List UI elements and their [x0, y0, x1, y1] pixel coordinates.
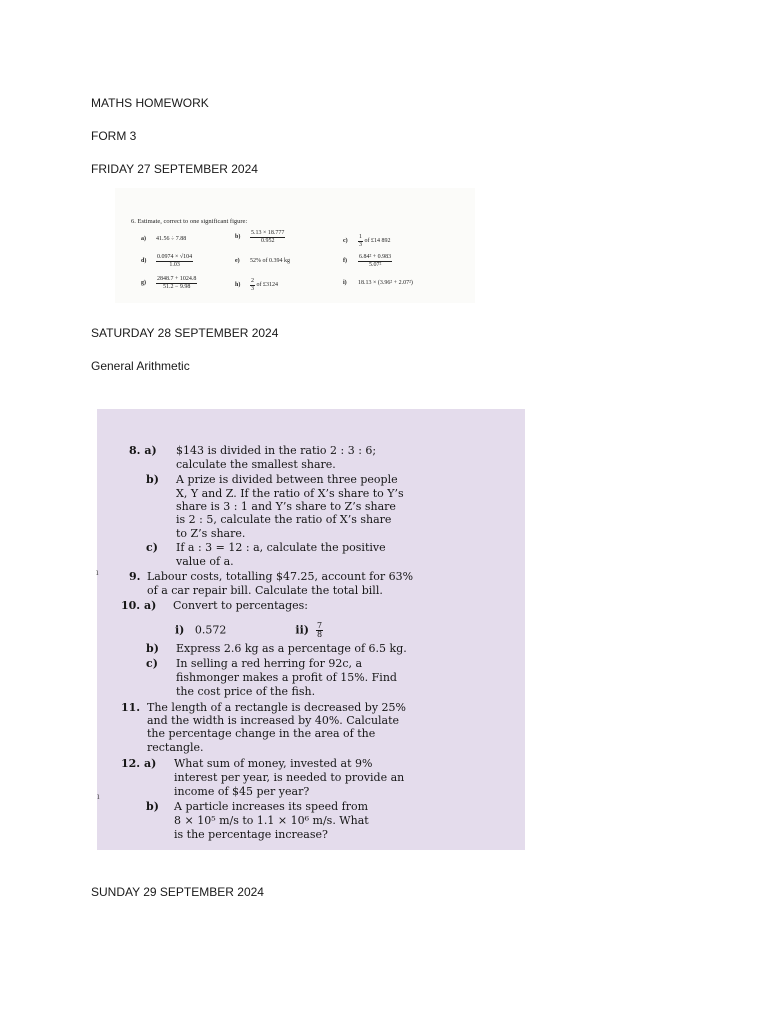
scan-mark: ı [96, 568, 99, 577]
question-number: b) [146, 800, 159, 813]
question-text-line: 8 × 10⁵ m/s to 1.1 × 10⁶ m/s. What [174, 814, 369, 827]
question-number: 9. [129, 570, 141, 583]
question-text-line: In selling a red herring for 92c, a [176, 657, 363, 670]
question-text-line: income of $45 per year? [174, 785, 310, 798]
form-label: FORM 3 [91, 129, 137, 143]
item-b: b) $\frac{5.13 \times 18.777}{0.952}$ [235, 230, 285, 244]
question-text-line: the percentage change in the area of the [147, 727, 376, 740]
question-text-line: X, Y and Z. If the ratio of X’s share to Y’s [176, 487, 404, 500]
item-i: i) 18.13 × (3.96² + 2.07²) [343, 280, 413, 286]
question-text-line: Convert to percentages: [173, 599, 309, 612]
question-text-line: Express 2.6 kg as a percentage of 6.5 kg. [176, 642, 407, 655]
arithmetic-exercise-image [97, 409, 525, 850]
question-text-line: is the percentage increase? [174, 828, 328, 841]
question-text-line: The length of a rectangle is decreased by 25% [147, 701, 406, 714]
date-heading-saturday: SATURDAY 28 SEPTEMBER 2024 [91, 326, 279, 340]
date-heading-sunday: SUNDAY 29 SEPTEMBER 2024 [91, 885, 264, 899]
question-text-line: and the width is increased by 40%. Calculate [147, 714, 400, 727]
item-f: f) $\frac{\text{6.84² + 0.983}}{\text{5.07²}}$ [343, 254, 392, 268]
question-text-line: Labour costs, totalling $47.25, account for 63% [147, 570, 414, 583]
question-number: 8. a) [129, 444, 157, 457]
question-number: 10. a) [121, 599, 157, 612]
estimation-exercise-image [115, 188, 475, 303]
question-text-line: of a car repair bill. Calculate the total bill. [147, 584, 383, 597]
date-heading-friday: FRIDAY 27 SEPTEMBER 2024 [91, 162, 258, 176]
question-number: c) [146, 541, 158, 554]
scan-mark: ı [97, 792, 100, 801]
item-e: e) 52% of 0.394 kg [235, 258, 290, 264]
item-g: g) $\frac{2848.7 + 1024.8}{51.2 - 9.98}$ [141, 276, 197, 290]
question-text-line: share is 3 : 1 and Y’s share to Z’s share [176, 500, 396, 513]
question-text-line: A particle increases its speed from [174, 800, 369, 813]
question-text-line: the cost price of the fish. [176, 685, 316, 698]
convert-options: i) 0.572 ii) $\frac{7}{8}$ [175, 621, 323, 639]
item-h: h) $\frac{2}{3}$ of £3124 [235, 278, 278, 292]
item-c: c) $\frac{1}{3}$ of £14 892 [343, 234, 391, 248]
question-text-line: rectangle. [147, 741, 204, 754]
question-text-line: is 2 : 5, calculate the ratio of X’s share [176, 513, 392, 526]
question-number: b) [146, 642, 159, 655]
topic-heading: General Arithmetic [91, 359, 190, 373]
question-text-line: What sum of money, invested at 9% [174, 757, 373, 770]
item-a: a) 41.56 ÷ 7.88 [141, 236, 187, 242]
question-text-line: If a : 3 = 12 : a, calculate the positive [176, 541, 386, 554]
question-text-line: to Z’s share. [176, 527, 246, 540]
question-text-line: calculate the smallest share. [176, 458, 336, 471]
document-title: MATHS HOMEWORK [91, 96, 209, 110]
question-6-prompt: 6. Estimate, correct to one significant figure: [131, 218, 248, 225]
question-number: b) [146, 473, 159, 486]
item-d: d) $\frac{0.0974 \times √104}{1.03}$ [141, 254, 193, 268]
question-text-line: fishmonger makes a profit of 15%. Find [176, 671, 397, 684]
question-text-line: value of a. [176, 555, 234, 568]
question-number: 12. a) [121, 757, 157, 770]
question-number: c) [146, 657, 158, 670]
question-number: 11. [121, 701, 141, 714]
question-text-line: interest per year, is needed to provide an [174, 771, 405, 784]
question-text-line: A prize is divided between three people [176, 473, 398, 486]
question-text-line: $143 is divided in the ratio 2 : 3 : 6; [176, 444, 377, 457]
